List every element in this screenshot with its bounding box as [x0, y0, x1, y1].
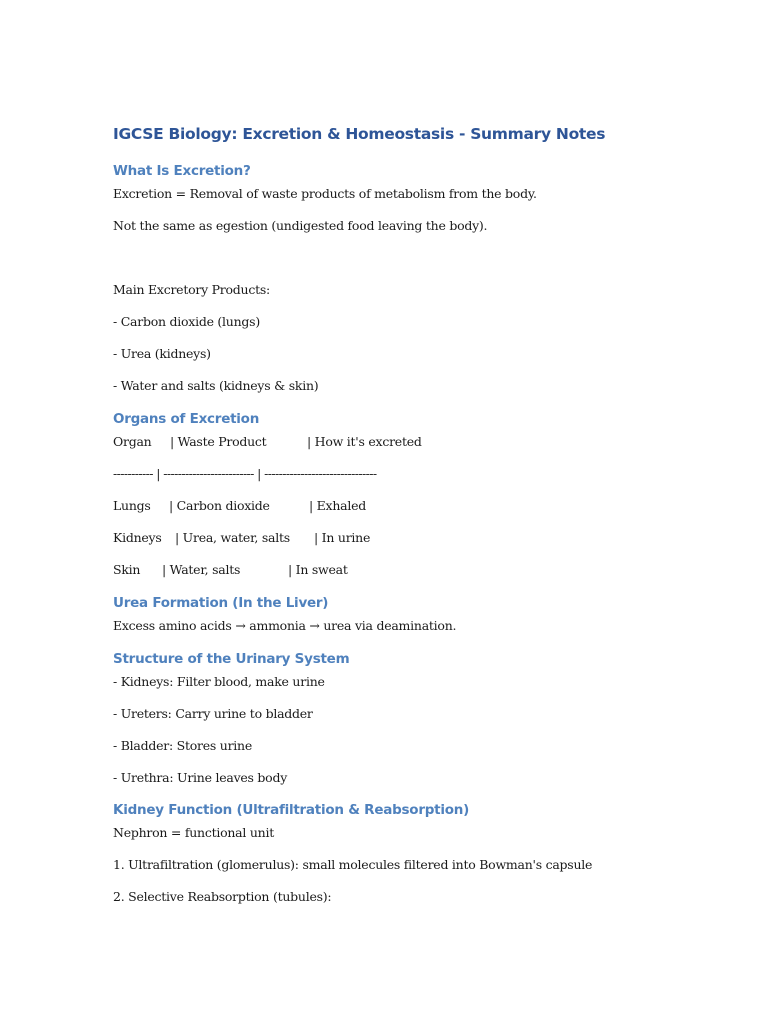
list-item-bladder: - Bladder: Stores urine: [113, 738, 252, 753]
paragraph-selective-reabsorption: 2. Selective Reabsorption (tubules):: [113, 889, 332, 904]
paragraph-ultrafiltration: 1. Ultrafiltration (glomerulus): small molecules filtered into Bowman's capsule: [113, 857, 593, 872]
table-cell: | How it's excreted: [307, 434, 422, 449]
list-item-carbon-dioxide: - Carbon dioxide (lungs): [113, 314, 260, 329]
heading-kidney-function: Kidney Function (Ultrafiltration & Reabsorption): [113, 802, 470, 818]
table-divider: ----------- | ------------------------- | -------------------------------: [113, 466, 377, 481]
table-cell: Skin: [113, 562, 141, 577]
list-item-ureters: - Ureters: Carry urine to bladder: [113, 706, 313, 721]
list-item-water-salts: - Water and salts (kidneys & skin): [113, 378, 319, 393]
paragraph-deamination: Excess amino acids → ammonia → urea via deamination.: [113, 618, 457, 633]
list-item-urea: - Urea (kidneys): [113, 346, 211, 361]
table-cell: | In sweat: [288, 562, 348, 577]
paragraph-egestion-note: Not the same as egestion (undigested food leaving the body).: [113, 218, 488, 233]
paragraph-main-products: Main Excretory Products:: [113, 282, 270, 297]
list-item-urethra: - Urethra: Urine leaves body: [113, 770, 288, 785]
table-cell: Kidneys: [113, 530, 162, 545]
table-cell: Organ: [113, 434, 152, 449]
heading-organs-of-excretion: Organs of Excretion: [113, 411, 260, 427]
table-cell: | Water, salts: [162, 562, 241, 577]
list-item-kidneys: - Kidneys: Filter blood, make urine: [113, 674, 325, 689]
paragraph-excretion-definition: Excretion = Removal of waste products of metabolism from the body.: [113, 186, 537, 201]
table-cell: | Carbon dioxide: [169, 498, 270, 513]
table-cell: | Urea, water, salts: [175, 530, 290, 545]
document-title: IGCSE Biology: Excretion & Homeostasis - Summary Notes: [113, 125, 606, 143]
heading-what-is-excretion: What Is Excretion?: [113, 163, 251, 179]
paragraph-nephron: Nephron = functional unit: [113, 825, 274, 840]
heading-urinary-system: Structure of the Urinary System: [113, 651, 350, 667]
table-cell: | Waste Product: [170, 434, 267, 449]
heading-urea-formation: Urea Formation (In the Liver): [113, 595, 329, 611]
table-cell: Lungs: [113, 498, 151, 513]
table-cell: | Exhaled: [309, 498, 367, 513]
table-cell: | In urine: [314, 530, 371, 545]
